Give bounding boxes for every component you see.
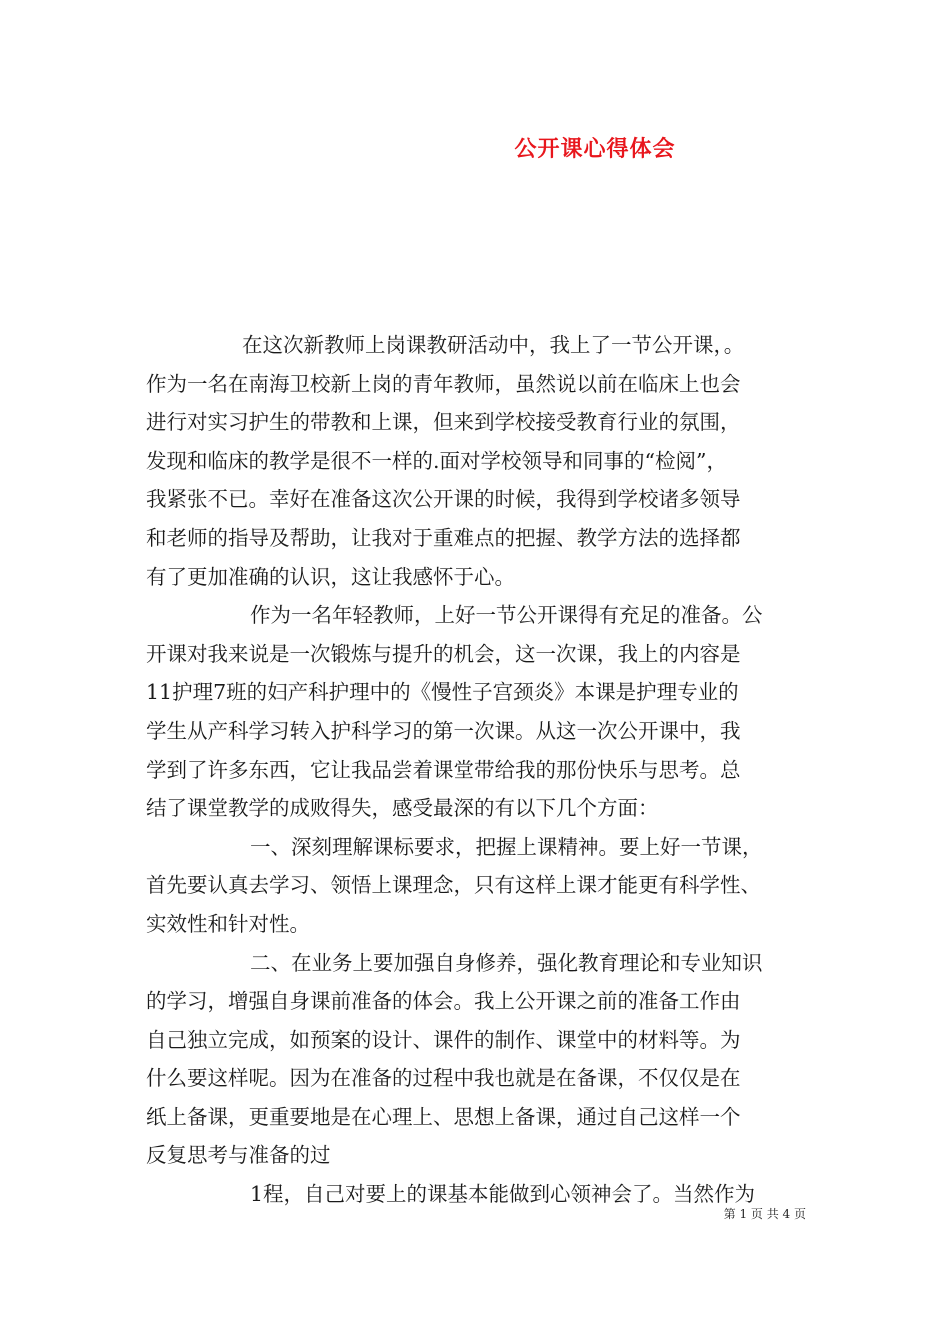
paragraph-line: 开课对我来说是一次锻炼与提升的机会，这一次课，我上的内容是 xyxy=(146,641,741,666)
paragraph-line: 1程，自己对要上的课基本能做到心领神会了。当然作为 xyxy=(250,1182,756,1207)
paragraph-line: 反复思考与准备的过 xyxy=(146,1143,331,1168)
paragraph-line: 首先要认真去学习、领悟上课理念，只有这样上课才能更有科学性、 xyxy=(146,873,761,898)
paragraph-line: 一、深刻理解课标要求，把握上课精神。要上好一节课， xyxy=(250,834,763,859)
paragraph-line: 进行对实习护生的带教和上课，但来到学校接受教育行业的氛围， xyxy=(146,410,741,435)
document-body xyxy=(146,326,806,1214)
paragraph-line: 和老师的指导及帮助，让我对于重难点的把握、教学方法的选择都 xyxy=(146,525,741,550)
paragraph-line: 学到了许多东西，它让我品尝着课堂带给我的那份快乐与思考。总 xyxy=(146,757,741,782)
page-footer: 第 1 页 共 4 页 xyxy=(723,1207,806,1221)
paragraph-line: 作为一名在南海卫校新上岗的青年教师，虽然说以前在临床上也会 xyxy=(146,371,741,396)
paragraph-line: 二、在业务上要加强自身修养，强化教育理论和专业知识 xyxy=(250,950,763,975)
paragraph-line: 的学习，增强自身课前准备的体会。我上公开课之前的准备工作由 xyxy=(146,989,741,1014)
paragraph-line: 在这次新教师上岗课教研活动中，我上了一节公开课，。 xyxy=(242,333,745,357)
paragraph-line: 自己独立完成，如预案的设计、课件的制作、课堂中的材料等。为 xyxy=(146,1027,741,1052)
paragraph-line: 我紧张不已。幸好在准备这次公开课的时候，我得到学校诸多领导 xyxy=(146,487,741,512)
paragraph-line: 什么要这样呢。因为在准备的过程中我也就是在备课，不仅仅是在 xyxy=(146,1066,741,1091)
paragraph-line: 作为一名年轻教师，上好一节公开课得有充足的准备。公 xyxy=(250,603,763,628)
document-title: 公开课心得体会 xyxy=(514,136,676,162)
paragraph-line: 纸上备课，更重要地是在心理上、思想上备课，通过自己这样一个 xyxy=(146,1104,741,1129)
paragraph-line: 发现和临床的教学是很不一样的.面对学校领导和同事的“检阅”， xyxy=(146,448,727,473)
paragraph-line: 有了更加准确的认识，这让我感怀于心。 xyxy=(146,564,515,589)
paragraph-line: 11护理7班的妇产科护理中的《慢性子宫颈炎》本课是护理专业的 xyxy=(146,680,739,705)
paragraph-line: 学生从产科学习转入护科学习的第一次课。从这一次公开课中，我 xyxy=(146,718,741,743)
paragraph-line: 实效性和针对性。 xyxy=(146,911,310,936)
paragraph-line: 结了课堂教学的成败得失，感受最深的有以下几个方面： xyxy=(146,796,659,821)
